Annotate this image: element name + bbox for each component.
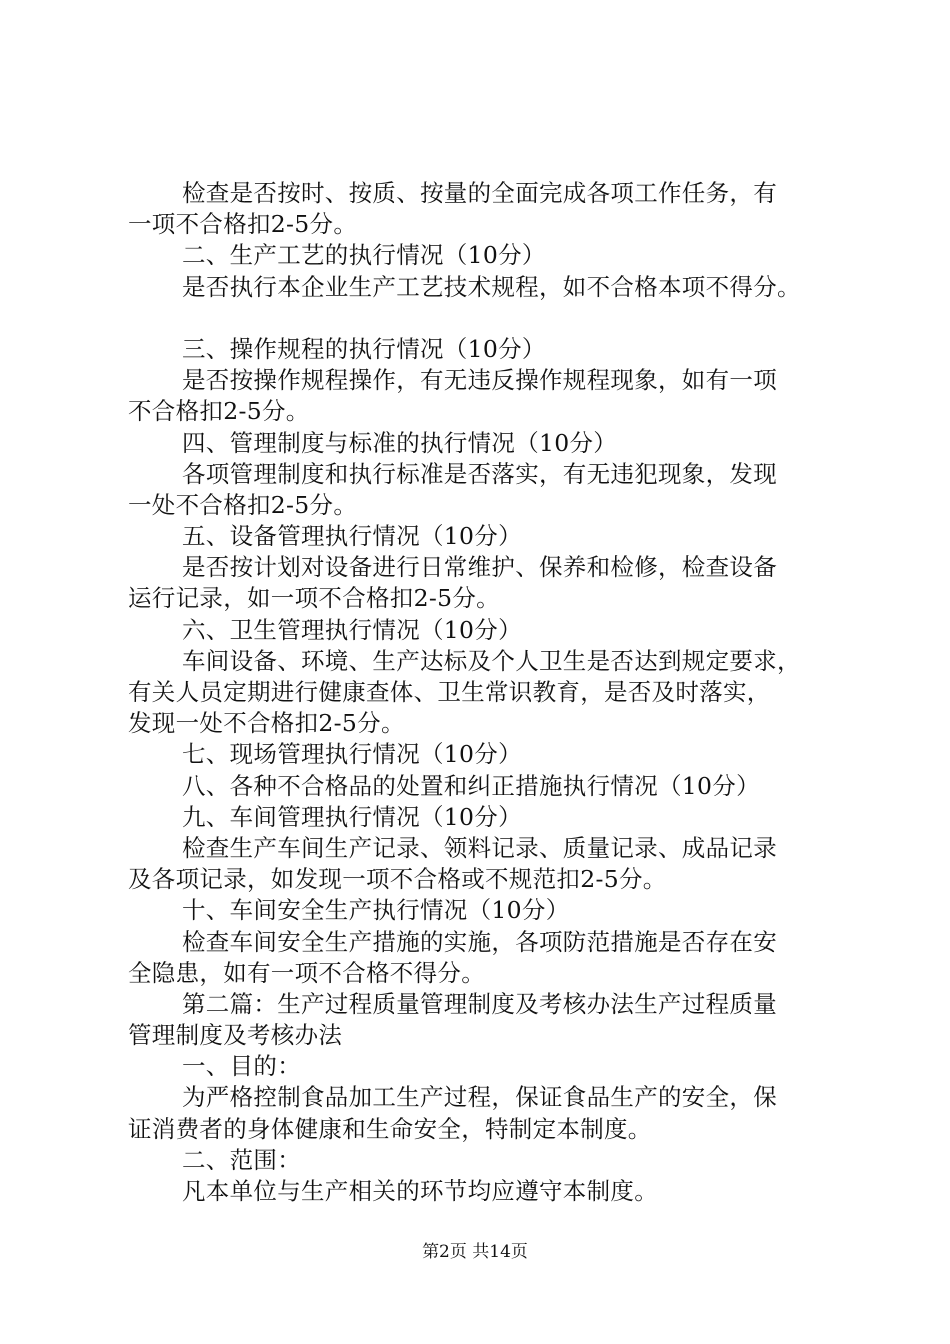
text-line: 一、目的：	[182, 1052, 301, 1081]
text-line: 一处不合格扣2-5分。	[128, 490, 358, 519]
text-line: 各项管理制度和执行标准是否落实，有无违犯现象，发现	[182, 459, 777, 488]
text-line: 八、各种不合格品的处置和纠正措施执行情况（10分）	[182, 771, 760, 800]
text-line: 九、车间管理执行情况（10分）	[182, 802, 522, 831]
text-line: 运行记录，如一项不合格扣2-5分。	[128, 584, 500, 613]
text-line: 为严格控制食品加工生产过程，保证食品生产的安全，保	[182, 1083, 777, 1112]
text-line: 是否执行本企业生产工艺技术规程，如不合格本项不得分。	[182, 272, 801, 301]
page-footer: 第2页 共14页	[422, 1242, 528, 1262]
text-line: 管理制度及考核办法	[128, 1021, 343, 1050]
text-line: 六、卫生管理执行情况（10分）	[182, 615, 522, 644]
text-line: 凡本单位与生产相关的环节均应遵守本制度。	[182, 1177, 658, 1205]
text-line: 是否按计划对设备进行日常维护、保养和检修，检查设备	[182, 553, 777, 582]
text-line: 五、设备管理执行情况（10分）	[182, 522, 522, 551]
text-line: 一项不合格扣2-5分。	[128, 210, 358, 239]
text-line: 是否按操作规程操作，有无违反操作规程现象，如有一项	[182, 366, 777, 395]
text-line: 三、操作规程的执行情况（10分）	[182, 334, 546, 363]
text-line: 检查生产车间生产记录、领料记录、质量记录、成品记录	[182, 833, 777, 862]
text-line: 检查是否按时、按质、按量的全面完成各项工作任务，有	[182, 179, 777, 207]
text-line: 二、范围：	[182, 1145, 301, 1174]
text-line: 检查车间安全生产措施的实施，各项防范措施是否存在安	[182, 927, 777, 956]
text-line: 发现一处不合格扣2-5分。	[128, 709, 405, 738]
text-line: 全隐患，如有一项不合格不得分。	[128, 958, 485, 987]
text-line: 车间设备、环境、生产达标及个人卫生是否达到规定要求，	[182, 646, 801, 675]
text-line: 十、车间安全生产执行情况（10分）	[182, 896, 570, 925]
text-line: 有关人员定期进行健康查体、卫生常识教育，是否及时落实，	[128, 678, 771, 706]
text-line: 四、管理制度与标准的执行情况（10分）	[182, 428, 618, 457]
text-line: 不合格扣2-5分。	[128, 397, 310, 426]
text-line: 证消费者的身体健康和生命安全，特制定本制度。	[128, 1114, 652, 1143]
text-line: 及各项记录，如发现一项不合格或不规范扣2-5分。	[128, 865, 667, 894]
document-body	[128, 178, 840, 1207]
text-line: 第二篇：生产过程质量管理制度及考核办法生产过程质量	[182, 989, 777, 1018]
text-line: 二、生产工艺的执行情况（10分）	[182, 241, 546, 270]
blank-line	[128, 303, 840, 334]
text-line: 七、现场管理执行情况（10分）	[182, 740, 522, 769]
